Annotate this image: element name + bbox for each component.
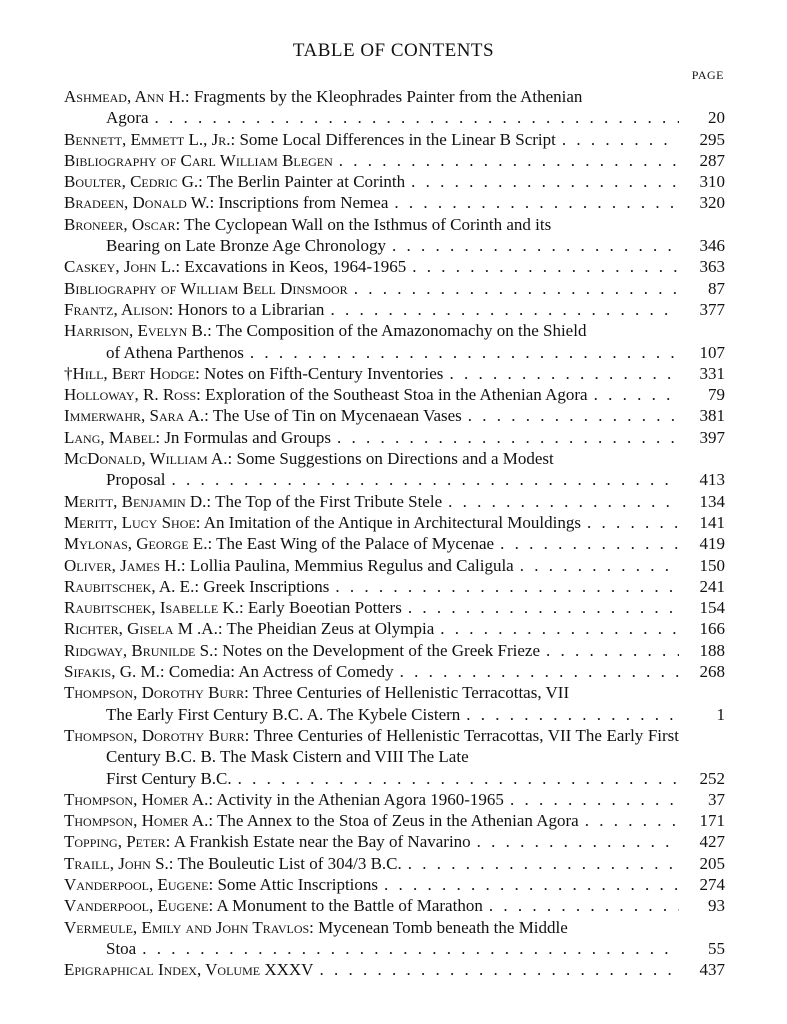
toc-entry [64,512,725,533]
entry-author: Bibliography of Carl William Blegen [64,150,333,170]
entry-last-line [64,704,679,725]
leader-dots [411,171,679,192]
entry-last-line [64,107,679,128]
entry-last-line [64,576,679,597]
entry-title-line: Three Centuries of Hellenistic Terracottas, VII [252,683,570,703]
entry-title: of Athena Parthenos [106,342,244,362]
entry-title-line: The Early First Century B.C. B. The Mask Cistern and VIII The Late [106,725,679,767]
entry-author: Vanderpool, Eugene: [64,896,214,916]
entry-title: Some Local Differences in the Linear B Script [239,129,556,149]
page-number: 55 [708,938,725,958]
entry-title-line: Three Centuries of Hellenistic Terracottas, VII [253,725,572,745]
entry-title: Lollia Paulina, Memmius Regulus and Caligula [189,555,514,575]
page-number: 154 [699,598,725,618]
entry-title: The East Wing of the Palace of Mycenae [216,534,495,554]
entry-title: The Top of the First Tribute Stele [215,491,443,511]
leader-dots [354,278,679,299]
entry-last-line [64,256,679,277]
page-number: 37 [708,789,725,809]
entry-title: Honors to a Librarian [177,299,325,319]
entry-first-line [64,86,679,107]
entry-title: The Annex to the Stoa of Zeus in the Athenian Agora [217,811,579,831]
entry-author: Epigraphical Index, Volume XXXV [64,960,314,980]
entry-author: Broneer, Oscar: [64,214,181,234]
leader-dots [587,512,679,533]
toc-entry [64,682,725,725]
entry-author: Richter, Gisela M .A.: [64,619,223,639]
entry-title-line: The Cyclopean Wall on the Isthmus of Corinth and its [184,214,552,234]
entry-last-line [64,597,679,618]
entry-author: Bennett, Emmett L., Jr.: [64,129,236,149]
toc-entry [64,661,725,682]
entry-last-line [64,235,679,256]
entry-last-line [64,427,679,448]
entry-first-line [64,917,679,938]
toc-entry [64,895,725,916]
leader-dots [468,405,679,426]
leader-dots [520,555,679,576]
leader-dots [330,299,679,320]
entry-title: A Monument to the Battle of Marathon [216,896,483,916]
entry-title: Early Boeotian Potters [247,598,402,618]
page-number: 107 [699,342,725,362]
entry-title: Exploration of the Southeast Stoa in the Athenian Agora [205,385,588,405]
toc-entry [64,789,725,810]
entry-last-line [64,874,679,895]
entry-last-line [64,640,679,661]
toc-entry [64,640,725,661]
page-number: 320 [699,193,725,213]
entry-last-line [64,150,679,171]
leader-dots [339,150,679,171]
leader-dots [384,874,679,895]
leader-dots [142,938,679,959]
page-column-label: PAGE [691,68,724,82]
entry-title: Jn Formulas and Groups [164,427,332,447]
toc-entry [64,299,725,320]
page-number: 381 [699,406,725,426]
entry-title: Notes on Fifth-Century Inventories [204,363,444,383]
entry-title-line: Mycenean Tomb beneath the Middle [318,917,568,937]
entry-last-line [64,831,679,852]
toc-entry [64,874,725,895]
leader-dots [172,469,680,490]
leader-dots [392,235,679,256]
entry-last-line [64,171,679,192]
entry-author: Topping, Peter: [64,832,171,852]
toc-entry [64,129,725,150]
toc-entry [64,831,725,852]
entry-last-line [64,384,679,405]
entry-first-line [64,682,679,703]
page-number: 363 [699,257,725,277]
page-number: 397 [699,427,725,447]
leader-dots [477,831,679,852]
toc-entry [64,214,725,257]
toc-entry [64,150,725,171]
leader-dots [510,789,679,810]
page-number: 188 [699,640,725,660]
entry-title: Some Attic Inscriptions [217,874,379,894]
entry-author: McDonald, William A.: [64,449,233,469]
page-number: 427 [699,832,725,852]
entry-author: Lang, Mabel: [64,427,161,447]
entry-title: Agora [106,108,149,128]
entry-author: Bradeen, Donald W.: [64,193,215,213]
entry-title: The Berlin Painter at Corinth [206,172,406,192]
toc-entry [64,320,725,363]
toc-entry [64,363,725,384]
entry-title: Excavations in Keos, 1964-1965 [184,257,407,277]
entry-last-line [64,959,679,980]
toc-entry [64,256,725,277]
entry-author: Vanderpool, Eugene: [64,874,214,894]
entry-author: Bibliography of William Bell Dinsmoor [64,278,348,298]
entry-first-line [64,214,679,235]
entry-last-line [64,789,679,810]
page-number: 331 [699,363,725,383]
entry-title: The Early First Century B.C. A. The Kybele Cistern [106,704,461,724]
entry-author: Sifakis, G. M.: [64,662,165,682]
entry-last-line [64,895,679,916]
entry-last-line [64,278,679,299]
page-number: 171 [699,811,725,831]
entry-last-line [64,342,679,363]
leader-dots [238,768,679,789]
page-number: 79 [708,385,725,405]
leader-dots [594,384,679,405]
entry-author: Ridgway, Brunilde S.: [64,640,219,660]
entry-last-line [64,853,679,874]
entry-author: Thompson, Dorothy Burr: [64,683,249,703]
entry-author: Thompson, Homer A.: [64,789,214,809]
entry-author: Frantz, Alison: [64,299,174,319]
entry-author: Meritt, Lucy Shoe: [64,512,201,532]
entry-author: Raubitschek, A. E.: [64,576,200,596]
toc-entry [64,576,725,597]
entry-title-line: Fragments by the Kleophrades Painter from the Athenian [193,87,583,106]
entry-title: Notes on the Development of the Greek Frieze [222,640,541,660]
entry-title: Greek Inscriptions [203,576,330,596]
entry-author: Thompson, Homer A.: [64,811,214,831]
entry-last-line [64,129,679,150]
entry-author: Meritt, Benjamin D.: [64,491,212,511]
entry-last-line [64,299,679,320]
entry-last-line [64,405,679,426]
page-number: 346 [699,236,725,256]
page-number: 1 [716,704,725,724]
entry-last-line [64,938,679,959]
leader-dots [466,704,679,725]
entry-author: Boulter, Cedric G.: [64,172,203,192]
page-number: 310 [699,172,725,192]
entry-title-line: The Composition of the Amazonomachy on the Shield [215,321,587,341]
toc-entry [64,405,725,426]
toc-entry [64,192,725,213]
toc-entry [64,448,725,491]
entry-first-line [64,320,679,341]
entry-title: The Use of Tin on Mycenaean Vases [212,406,462,426]
entry-title: Bearing on Late Bronze Age Chronology [106,236,386,256]
entry-title: Inscriptions from Nemea [218,193,389,213]
entry-last-line [64,661,679,682]
entry-author: Raubitschek, Isabelle K.: [64,598,244,618]
leader-dots [546,640,679,661]
toc-entry [64,533,725,554]
toc-entry [64,171,725,192]
entry-last-line [64,810,679,831]
toc-entry [64,917,725,960]
toc-entry [64,853,725,874]
entry-title: Comedia: An Actress of Comedy [168,662,394,682]
leader-dots [250,342,679,363]
toc-list [64,86,725,980]
entry-author: Immerwahr, Sara A.: [64,406,209,426]
leader-dots [319,959,679,980]
entry-title: Stoa [106,938,137,958]
entry-author: Harrison, Evelyn B.: [64,321,212,341]
leader-dots [337,427,679,448]
entry-title: Activity in the Athenian Agora 1960-1965 [216,789,504,809]
page-number: 274 [699,874,725,894]
leader-dots [394,192,679,213]
leader-dots [335,576,679,597]
page-number: 287 [699,150,725,170]
entry-author: Traill, John S.: [64,853,174,873]
leader-dots [500,533,679,554]
entry-author: Vermeule, Emily and John Travlos: [64,917,314,937]
toc-entry [64,597,725,618]
leader-dots [448,491,679,512]
entry-first-line [64,725,679,768]
leader-dots [154,107,679,128]
entry-author: Holloway, R. Ross: [64,385,201,405]
page-number: 268 [699,662,725,682]
toc-entry [64,278,725,299]
toc-entry [64,725,725,789]
entry-author: †Hill, Bert Hodge: [64,363,200,383]
leader-dots [408,853,679,874]
leader-dots [449,363,679,384]
entry-title: The Pheidian Zeus at Olympia [226,619,435,639]
entry-title: The Bouleutic List of 304/3 B.C. [177,853,402,873]
entry-author: Ashmead, Ann H.: [64,87,190,106]
leader-dots [585,810,679,831]
entry-title: An Imitation of the Antique in Architectural Mouldings [203,512,581,532]
entry-last-line [64,768,679,789]
entry-title: Proposal [106,470,166,490]
entry-title: A Frankish Estate near the Bay of Navarino [173,832,471,852]
leader-dots [489,895,679,916]
toc-entry [64,86,725,129]
page-number: 134 [699,491,725,511]
entry-last-line [64,363,679,384]
entry-title-line: Some Suggestions on Directions and a Modest [236,449,554,469]
page-number: 295 [699,129,725,149]
entry-title: First Century B.C. [106,768,232,788]
leader-dots [562,129,679,150]
leader-dots [412,256,679,277]
leader-dots [400,661,679,682]
toc-entry [64,491,725,512]
page-number: 141 [699,512,725,532]
page-title: TABLE OF CONTENTS [292,40,495,61]
entry-last-line [64,491,679,512]
entry-author: Oliver, James H.: [64,555,186,575]
entry-last-line [64,533,679,554]
page-number: 252 [699,768,725,788]
toc-entry [64,384,725,405]
entry-author: Mylonas, George E.: [64,534,213,554]
entry-author: Thompson, Dorothy Burr: [64,725,250,745]
page-number: 419 [699,534,725,554]
toc-entry [64,959,725,980]
page-number: 437 [699,960,725,980]
toc-entry [64,555,725,576]
page-number: 413 [699,470,725,490]
page-number: 241 [699,576,725,596]
page-number: 93 [708,896,725,916]
page-number: 377 [699,299,725,319]
page-number: 166 [699,619,725,639]
page-number: 20 [708,108,725,128]
entry-last-line [64,192,679,213]
entry-last-line [64,618,679,639]
leader-dots [408,597,679,618]
leader-dots [440,618,679,639]
entry-first-line [64,448,679,469]
entry-last-line [64,512,679,533]
page-number: 150 [699,555,725,575]
toc-entry [64,810,725,831]
toc-entry [64,427,725,448]
entry-last-line [64,555,679,576]
toc-entry [64,618,725,639]
entry-last-line [64,469,679,490]
page-number: 205 [699,853,725,873]
entry-author: Caskey, John L.: [64,257,181,277]
page-number: 87 [708,278,725,298]
